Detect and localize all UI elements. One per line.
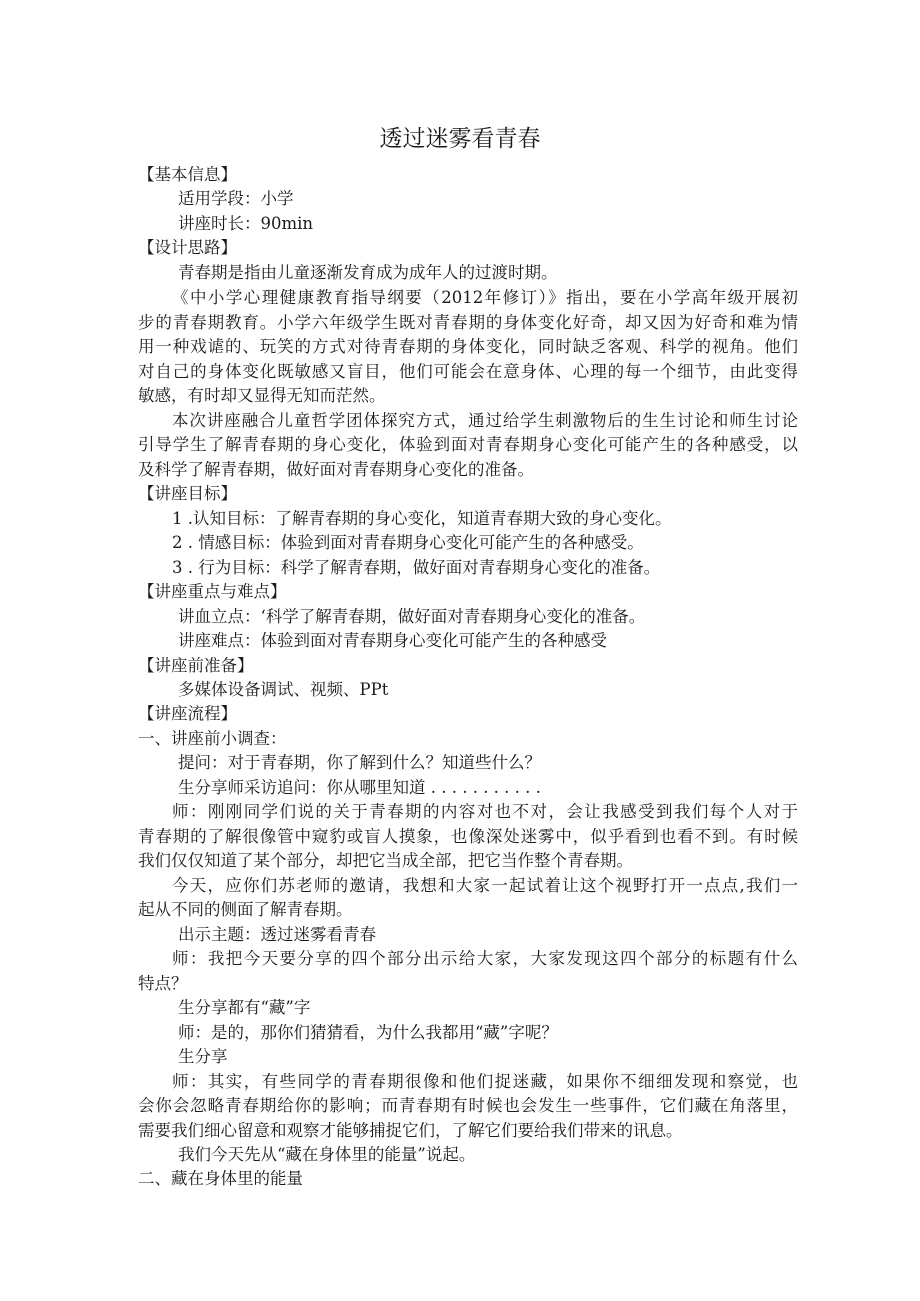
text-line: 《中小学心理健康教育指导纲要（2012年修订）》指出，要在小学高年级开展初 [172,288,798,307]
text-line: 我们今天先从“藏在身体里的能量”说起。 [178,1145,476,1164]
text-line: 及科学了解青春期，做好面对青春期身心变化的准备。 [138,460,534,479]
text-line: 生分享师采访追问：你从哪里知道 . . . . . . . . . . . [178,778,541,797]
section-heading: 【讲座重点与难点】 [138,582,287,601]
section-heading: 【讲座前准备】 [138,656,254,675]
text-line: 适用学段：小学 [178,189,294,208]
text-line: 师：其实，有些同学的青春期很像和他们捉迷藏，如果你不细细发现和察觉，也 [172,1072,798,1091]
text-line: 讲血立点：‘科学了解青春期，做好面对青春期身心变化的准备。 [178,607,646,626]
list-item: 3 . 行为目标：科学了解青春期，做好面对青春期身心变化的准备。 [172,558,661,577]
document-title: 透过迷雾看青春 [379,126,541,152]
text-line: 青春期是指由儿童逐渐发育成为成年人的过渡时期。 [178,263,558,282]
text-line: 引导学生了解青春期的身心变化，体验到面对青春期身心变化可能产生的各种感受，以 [138,435,798,454]
text-line: 用一种戏谑的、玩笑的方式对待青春期的身体变化，同时缺乏客观、科学的视角。他们 [138,337,798,356]
text-line: 出示主题：透过迷雾看青春 [178,925,376,944]
section-heading: 【讲座目标】 [138,484,237,503]
text-line: 我们仅仅知道了某个部分，却把它当成全部，把它当作整个青春期。 [138,851,633,870]
text-line: 多媒体设备调试、视频、PPt [178,680,389,699]
list-item: 1 .认知目标：了解青春期的身心变化，知道青春期大致的身心变化。 [172,509,672,528]
subsection-heading: 一、讲座前小调查： [138,729,287,748]
text-line: 本次讲座融合儿童哲学团体探究方式，通过给学生刺激物后的生生讨论和师生讨论 [172,411,798,430]
text-line: 生分享都有“藏”字 [178,998,311,1017]
text-line: 青春期的了解很像管中窥豹或盲人摸象，也像深处迷雾中，似乎看到也看不到。有时候 [138,827,798,846]
section-heading: 【基本信息】 [138,165,237,184]
text-line: 特点？ [138,974,188,993]
text-line: 今天，应你们苏老师的邀请，我想和大家一起试着让这个视野打开一点点,我们一 [172,876,798,895]
text-line: 提问：对于青春期，你了解到什么？知道些什么？ [178,753,541,772]
text-line: 讲座时长：90min [178,214,314,233]
text-line: 师：我把今天要分享的四个部分出示给大家，大家发现这四个部分的标题有什么 [172,949,798,968]
text-line: 师：是的，那你们猜猜看，为什么我都用“藏”字呢？ [178,1023,558,1042]
text-line: 需要我们细心留意和观察才能够捕捉它们，了解它们要给我们带来的讯息。 [138,1121,683,1140]
section-heading: 【讲座流程】 [138,704,237,723]
text-line: 敏感，有时却又显得无知而茫然。 [138,386,386,405]
subsection-heading: 二、藏在身体里的能量 [138,1169,303,1188]
text-line: 讲座难点：体验到面对青春期身心变化可能产生的各种感受 [178,631,607,650]
text-line: 师：刚刚同学们说的关于青春期的内容对也不对，会让我感受到我们每个人对于 [172,802,798,821]
text-line: 会你会忽略青春期给你的影响；而青春期有时候也会发生一些事件，它们藏在角落里， [138,1096,798,1115]
list-item: 2 . 情感目标：体验到面对青春期身心变化可能产生的各种感受。 [172,533,644,552]
section-heading: 【设计思路】 [138,238,237,257]
text-line: 步的青春期教育。小学六年级学生既对青春期的身体变化好奇，却又因为好奇和难为情 [138,313,798,332]
text-line: 对自己的身体变化既敏感又盲目，他们可能会在意身体、心理的每一个细节，由此变得 [138,362,798,381]
text-line: 起从不同的侧面了解青春期。 [138,900,353,919]
text-line: 生分享 [178,1047,228,1066]
